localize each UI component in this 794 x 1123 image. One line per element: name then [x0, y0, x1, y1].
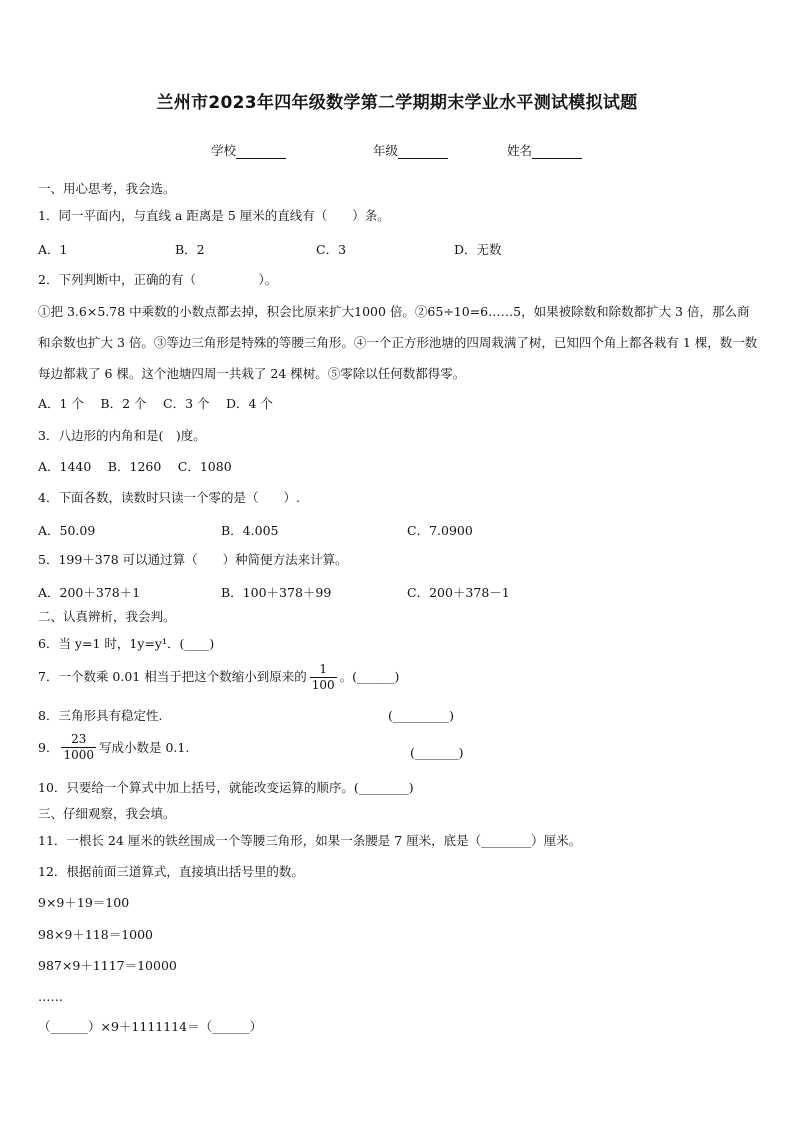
q1-option-b: B．2: [175, 242, 205, 257]
question-8: 8．三角形具有稳定性.: [38, 708, 163, 723]
page-title: 兰州市2023年四年级数学第二学期期末学业水平测试模拟试题: [156, 93, 638, 113]
q5-option-c: C．200＋378－1: [407, 585, 510, 600]
section-3-heading: 三、仔细观察，我会填。: [38, 806, 176, 821]
q9-numerator: 23: [71, 732, 87, 746]
ellipsis: ……: [38, 989, 63, 1004]
q1-option-a: A．1: [38, 242, 68, 257]
equation-4: （______）×9＋1111114＝（______）: [38, 1019, 263, 1034]
school-underline: [236, 144, 286, 159]
name-field: [507, 141, 582, 159]
question-3: 3．八边形的内角和是( )度。: [38, 428, 206, 443]
question-4: 4．下面各数，读数时只读一个零的是（ ）.: [38, 490, 300, 505]
school-label: 学校: [211, 143, 237, 158]
question-11: 11．一根长 24 厘米的铁丝围成一个等腰三角形，如果一条腰是 7 厘米，底是（________）厘米。: [38, 833, 582, 848]
q7-text: 7．一个数乘 0.01 相当于把这个数缩小到原来的: [38, 669, 307, 684]
question-2-body: ①把 3.6×5.78 中乘数的小数点都去掉，积会比原来扩大1000 倍。②65÷10=6……5，如果被除数和除数都扩大 3 倍，那么商和余数也扩大 3 倍。③等边三角形是特殊的等腰三角形。④一个正方形池塘的四周栽满了树，已知四个角上都各栽有 1 棵，数一数每边都栽了 6 棵。这个池塘四周一共栽了 24 棵树。⑤零除以任何数都得零。: [38, 304, 758, 381]
q7-numerator: 1: [319, 661, 327, 676]
q9-number: 9．: [38, 739, 59, 755]
q4-option-c: C．7.0900: [407, 523, 473, 538]
q9-fraction: [61, 732, 96, 763]
question-2: 2．下列判断中，正确的有（ ）。: [38, 272, 278, 287]
question-9: [38, 732, 189, 763]
q4-option-a: A．50.09: [38, 523, 96, 538]
equation-3: 987×9＋1117＝10000: [38, 958, 177, 973]
q5-option-a: A．200＋378＋1: [38, 585, 141, 600]
q8-blank: (_________): [388, 708, 455, 723]
name-label: 姓名: [507, 143, 533, 158]
question-7: [38, 661, 399, 693]
question-1: 1．同一平面内，与直线 a 距离是 5 厘米的直线有（ ）条。: [38, 208, 390, 223]
q4-option-b: B．4.005: [221, 523, 279, 538]
school-field: [211, 141, 286, 159]
question-5: 5．199＋378 可以通过算（ ）种简便方法来计算。: [38, 552, 348, 567]
grade-field: [373, 141, 448, 159]
q9-denominator: 1000: [63, 748, 94, 762]
equation-2: 98×9＋118＝1000: [38, 927, 154, 942]
q2-options: A．1 个 B．2 个 C．3 个 D．4 个: [38, 396, 273, 411]
section-1-heading: 一、用心思考，我会选。: [38, 181, 176, 196]
grade-underline: [398, 144, 448, 159]
q7-denominator: 100: [311, 677, 335, 692]
q7-blank: 。(______): [339, 669, 400, 684]
question-6: 6．当 y=1 时，1y=y¹．(____): [38, 636, 215, 651]
equation-1: 9×9＋19＝100: [38, 895, 130, 910]
question-12: 12．根据前面三道算式，直接填出括号里的数。: [38, 864, 304, 879]
section-2-heading: 二、认真辨析，我会判。: [38, 609, 176, 624]
q1-option-d: D．无数: [454, 242, 502, 257]
q1-option-c: C．3: [316, 242, 347, 257]
name-underline: [532, 144, 582, 159]
question-10: 10．只要给一个算式中加上括号，就能改变运算的顺序。(________): [38, 780, 414, 795]
q9-blank: (_______): [410, 745, 464, 760]
q9-text: 写成小数是 0.1.: [99, 739, 190, 755]
grade-label: 年级: [373, 143, 399, 158]
q5-option-b: B．100＋378＋99: [221, 585, 332, 600]
q7-fraction: [310, 662, 337, 693]
q3-options: A．1440 B．1260 C．1080: [38, 459, 232, 474]
